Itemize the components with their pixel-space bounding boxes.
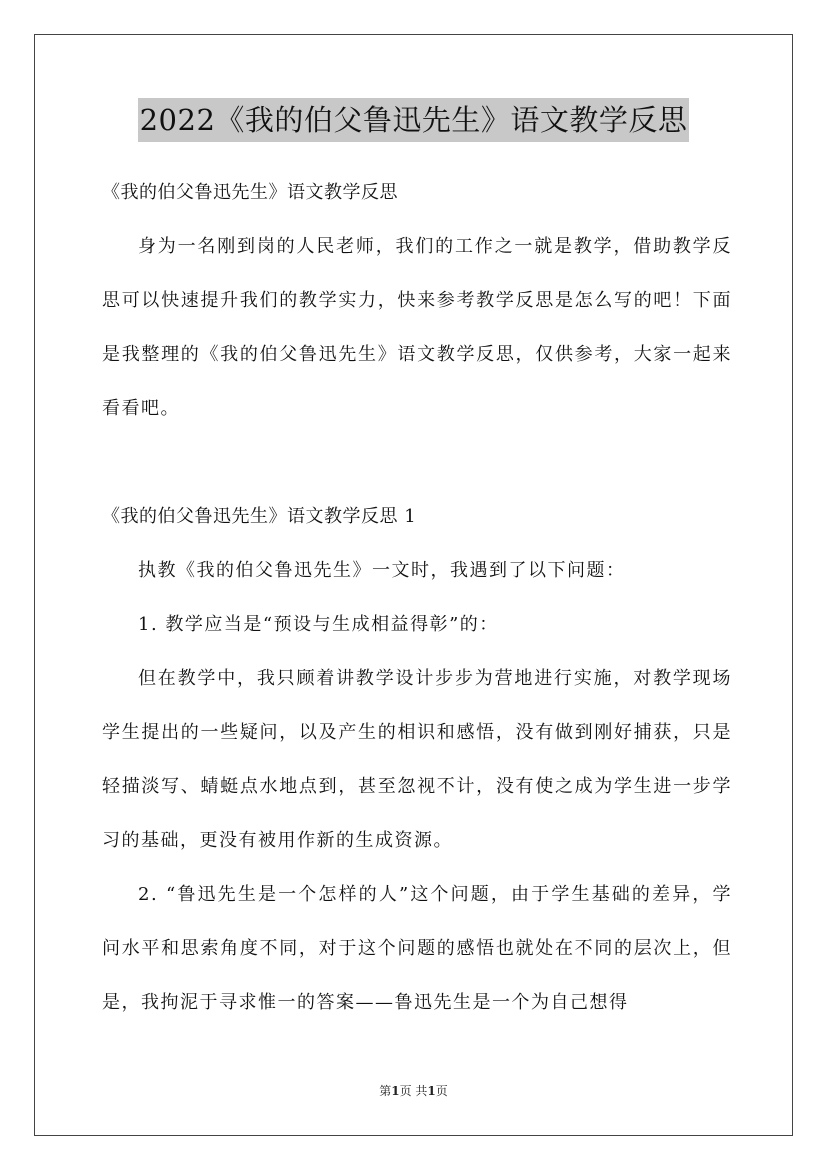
- body-paragraph: 2. “鲁迅先生是一个怎样的人”这个问题，由于学生基础的差异，学问水平和思索角度不同，对于这个问题的感悟也就处在不同的层次上，但是，我拘泥于寻求惟一的答案——鲁迅先生是一个为自己想得: [102, 884, 732, 1013]
- page-footer: [0, 1082, 827, 1100]
- intro-paragraph: 身为一名刚到岗的人民老师，我们的工作之一就是教学，借助教学反思可以快速提升我们的教学实力，快来参考教学反思是怎么写的吧！下面是我整理的《我的伯父鲁迅先生》语文教学反思，仅供参考，大家一起来看看吧。: [102, 236, 732, 419]
- page-suffix: 页: [435, 1084, 448, 1098]
- document-title: 2022《我的伯父鲁迅先生》语文教学反思: [138, 98, 690, 142]
- page-middle: 页 共: [399, 1084, 428, 1098]
- blank-line: [102, 436, 732, 490]
- page-total: 1: [427, 1084, 436, 1098]
- body-paragraph: 但在教学中，我只顾着讲教学设计步步为营地进行实施，对教学现场学生提出的一些疑问，以及产生的相识和感悟，没有做到刚好捕获，只是轻描淡写、蜻蜓点水地点到，甚至忽视不计，没有使之成为学生进一步学习的基础，更没有被用作新的生成资源。: [102, 668, 732, 851]
- body-paragraph: 执教《我的伯父鲁迅先生》一文时，我遇到了以下问题：: [138, 560, 626, 581]
- page-prefix: 第: [379, 1084, 392, 1098]
- page-current: 1: [391, 1084, 400, 1098]
- subtitle-heading: 《我的伯父鲁迅先生》语文教学反思: [102, 182, 398, 203]
- body-paragraph: 1. 教学应当是“预设与生成相益得彰”的：: [138, 614, 499, 635]
- document-body: [102, 166, 732, 1030]
- title-container: [0, 98, 827, 142]
- section-heading: 《我的伯父鲁迅先生》语文教学反思 1: [102, 506, 417, 527]
